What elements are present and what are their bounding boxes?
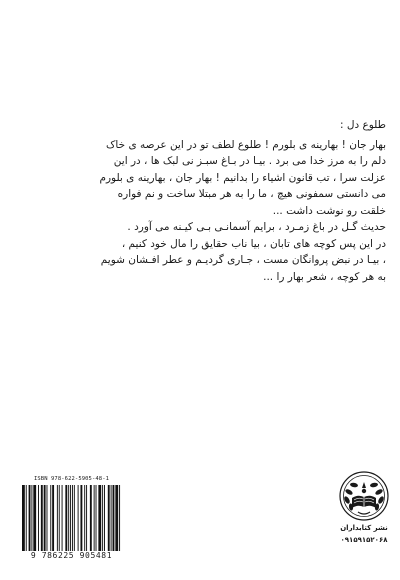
barcode-bar [70,485,71,551]
barcode-bar [65,485,67,551]
barcode-bar [57,485,58,551]
publisher-book-wreath-icon [338,470,390,522]
isbn-barcode-block [20,476,123,564]
barcode-bar [98,485,101,551]
barcode-bar [41,485,43,551]
barcode-bar [72,485,73,551]
barcode-bar [119,485,120,551]
barcode-bar [47,485,48,551]
poem-line: عزلت سرا ، تب قانون اشیاء را بدانیم ! بهار جان ، بهارینه ی بلورم [99,171,386,184]
poem-title: طلوع دل : [339,119,386,131]
barcode [22,485,121,551]
barcode-bar [68,485,69,551]
barcode-bar [31,485,32,551]
isbn-label: ISBN 978-622-5905-48-1 [33,476,110,482]
publisher-name: نشر کتابداران [340,524,388,532]
poem-line: بهار جان ! بهارینه ی بلورم ! طلوع لطف تو در این عرصه ی خاک [106,138,386,151]
barcode-bar [94,485,95,551]
barcode-bar [59,485,60,551]
barcode-bar [52,485,54,551]
barcode-bar [26,485,27,551]
barcode-bar [80,485,82,551]
barcode-bar [104,485,105,551]
barcode-bar [29,485,31,551]
poem-line: ، بیـا در نبض پروانگان مست ، جـاری گردیـم و عطر افـشان شویم [100,254,386,266]
poem-line: به هر کوچه ، شعر بهار را ... [263,270,386,283]
barcode-bar [38,485,39,551]
poem-line: خلقت رو نوشت داشت ... [272,204,386,217]
barcode-bar [50,485,51,551]
publisher-block [336,470,392,570]
barcode-bar [84,485,85,551]
barcode-digits: 9 786225 905481 [30,551,113,560]
poem-line: دلم را به مرز خدا می برد . بیـا در بـاغ سبـز نی لبک ها ، در این [113,155,386,167]
barcode-bar [111,485,112,551]
barcode-bar [115,485,118,551]
barcode-bar [62,485,63,551]
barcode-bar [86,485,87,551]
barcode-bar [90,485,92,551]
poem-line: حدیث گـل در باغ زمـرد ، برایم آسمانـی بـی کیـنه می آورد . [127,221,386,233]
barcode-bar [22,485,25,551]
poem-line: می دانستی سمفونی هیچ ، ما را به هر مبتلا ساخت و نم فواره [117,188,386,200]
barcode-bar [78,485,79,551]
barcode-bar [74,485,75,551]
poem-line: در این پس کوچه های تابان ، بیا ناب حقایق را مال خود کنیم ، [121,237,386,250]
barcode-bar [96,485,97,551]
barcode-bar [108,485,110,551]
barcode-bar [33,485,36,551]
barcode-bar [102,485,103,551]
publisher-phone: ۰۹۱۵۹۱۵۲۰۶۸ [340,536,388,544]
poem-text [8,117,386,285]
barcode-bar [113,485,115,551]
barcode-bar [44,485,46,551]
